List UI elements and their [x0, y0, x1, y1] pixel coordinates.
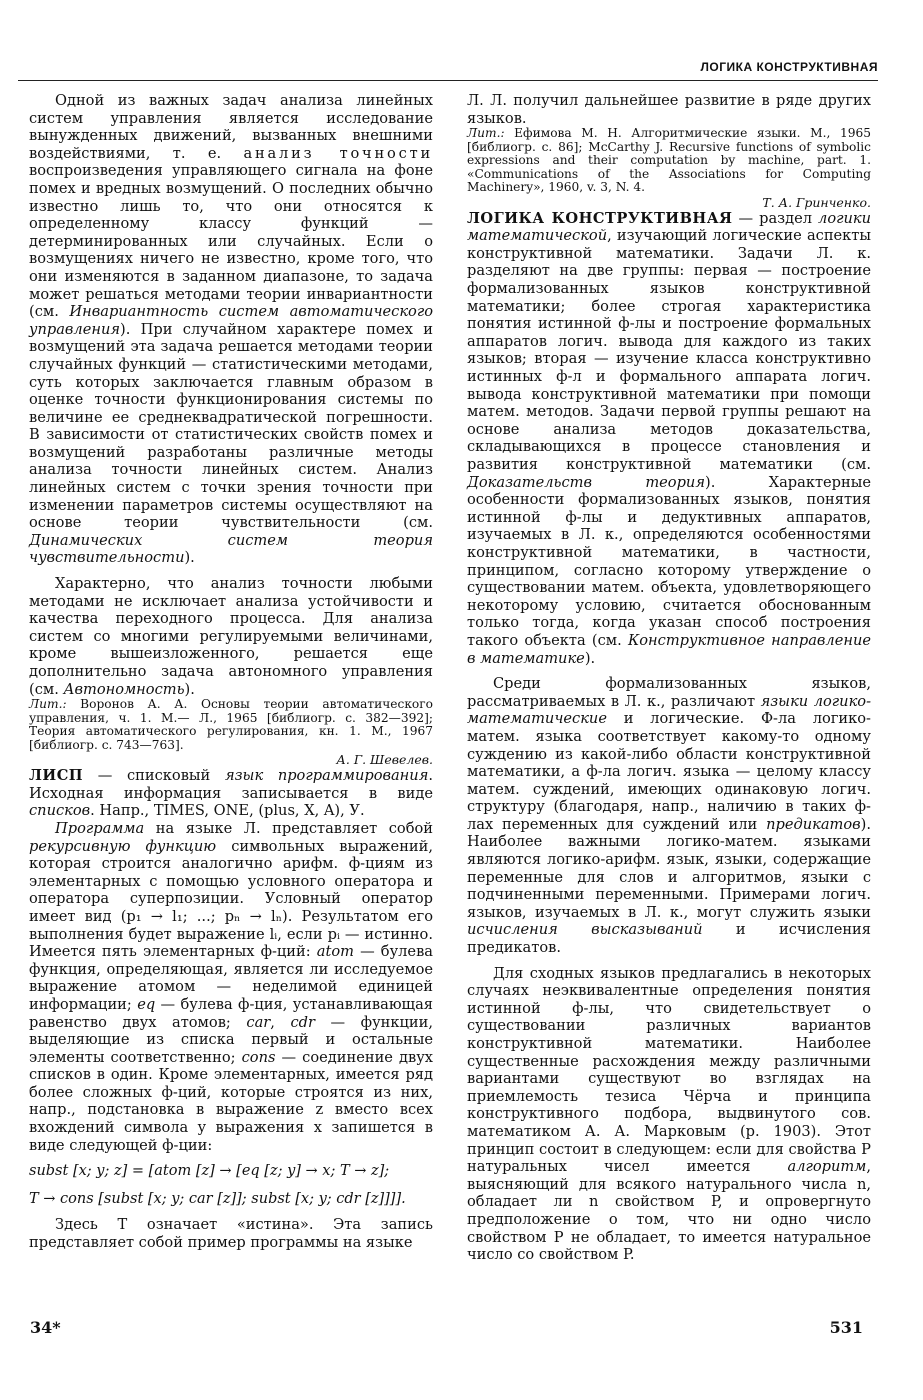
running-title: ЛОГИКА КОНСТРУКТИВНАЯ — [700, 60, 878, 74]
signature-mark: 34* — [30, 1318, 61, 1337]
paragraph-accuracy-analysis: Одной из важных задач анализа линейных систем управления является исследование вынужденных движений, вызванных внешними воздействиями, т. е. анализ точности воспроизведения управляющего сигнала на фоне помех и вредных возмущений. О последних обычно известно лишь то, что они относятся к определенному классу функций — детерминированных или случайных. Если о возмущениях ничего не известно, кроме того, что они изменяются в заданном диапазоне, то задача может решаться методами теории инвариантности (см. Инвариантность систем автоматического управления). При случайном характере помех и возмущений эта задача решается методами теории случайных функций — статистическими методами, суть которых заключается главным образом в оценке точности функционирования системы по величине ее среднеквадратической погрешности. В зависимости от статистических свойств помех и возмущений разработаны различные методы анализа точности линейных систем. Анализ линейных систем с точки зрения точности при изменении параметров системы осуществляют на основе теории чувствительности (см. Динамических систем теория чувствительности). — [29, 92, 433, 567]
paragraph-markov-principle: Для сходных языков предлагались в некоторых случаях неэквивалентные определения понятия истинной ф-лы, что свидетельствует о существовании различных вариантов конструктивной математики. Наиболее существенные расхождения между различными вариантами существуют во взглядах на приемлемость тезиса Чёрча и принципа конструктивного подбора, выдвинутого сов. математиком А. А. Марковым (р. 1903). Этот принцип состоит в следующем: если для свойства P натуральных чисел имеется алгоритм, выясняющий для всякого натурального числа n, обладает ли n свойством P, и опровергнуто предположение о том, что ни одно число свойством P не обладает, то имеется натуральное число со свойством P. — [467, 964, 871, 1264]
literature-list: Лит.: Воронов А. А. Основы теории автоматического управления, ч. 1. М.— Л., 1965 [библиогр. с. 382—392]; Теория автоматического регулирования, кн. 1. М., 1967 [библиогр. с. 743—763]. — [29, 697, 433, 752]
paragraph-formal-languages: Среди формализованных языков, рассматриваемых в Л. к., различают языки логико-математические и логические. Ф-ла логико-матем. языка соответствует какому-то одному суждению из какой-либо области конструктивной математики, а ф-ла логич. языка — целому классу матем. суждений, имеющих одинаковую логич. структуру (благодаря, напр., наличию в таких ф-лах переменных для суждений или предикатов). Наиболее важными логико-матем. языками являются логико-арифм. язык, языки, содержащие переменные для слов и алгоритмов, языки с подчиненными переменными. Примерами логич. языков, изучаемых в Л. к., могут служить языки исчисления высказываний и исчисления предикатов. — [467, 675, 872, 957]
paragraph-lisp-program: Программа на языке Л. представляет собой рекурсивную функцию символьных выражений, которая строится аналогично арифм. ф-циям из элементарных с помощью условного оператора и оператора суперпозиции. Условный оператор имеет вид (p₁ → l₁; ...; pₙ → lₙ). Результатом его выполнения будет выражение lᵢ, если pᵢ — истинно. Имеется пять элементарных ф-ций: atom — булева функция, определяющая, является ли исследуемое выражение атомом — неделимой единицей информации; eq — булева ф-ция, устанавливающая равенство двух атомов; car, cdr — функции, выделяющие из списка первый и остальные элементы соответственно; cons — соединение двух списков в один. Кроме элементарных, имеется ряд более сложных ф-ций, которые строятся из них, напр., подстановка в выражение z вместо всех вхождений символа y выражения x запишется в виде следующей ф-ции: — [29, 819, 434, 1154]
entry-lisp: ЛИСП — списковый язык программирования. Исходная информация записывается в виде списков. Напр., TIMES, ONE, (plus, X, A), У. — [29, 767, 434, 820]
paragraph-lisp-continued: Л. Л. получил дальнейшее развитие в ряде других языков. — [467, 92, 871, 127]
entry-heading: ЛИСП — [29, 767, 84, 785]
cross-ref: Автономность — [63, 680, 185, 698]
paragraph-truth: Здесь T означает «истина». Эта запись представляет собой пример программы на языке — [29, 1216, 433, 1251]
literature-list: Лит.: Ефимова М. Н. Алгоритмические языки. М., 1965 [библиогр. с. 86]; McCarthy J. Recursive functions of symbolic expressions and their computation by machine, part. 1. «Communications of the Associations for Computing Machinery», 1960, v. 3, N. 4. — [467, 126, 871, 195]
cross-ref: Динамических систем теория чувствительности — [29, 531, 433, 567]
entry-constructive-logic: ЛОГИКА КОНСТРУКТИВНАЯ — раздел логики математической, изучающий логические аспекты конструктивной математики. Задачи Л. к. разделяют на две группы: первая — построение формализованных языков конструктивной математики; более строгая характеристика понятия истинной ф-лы и построение формальных аппаратов логич. вывода для каждого из таких языков; вторая — изучение класса конструктивно истинных ф-л и формального аппарата логич. вывода конструктивной математики при помощи матем. методов. Задачи первой группы решают на основе анализа методов доказательства, складывающихся в процессе становления и развития конструктивной математики (см. Доказательств теория). Характерные особенности формализованных языков, понятия истинной ф-лы и дедуктивных аппаратов, изучаемых в Л. к., определяются особенностями конструктивной математики, в частности, принципом, согласно которому утверждение о существовании матем. объекта, удовлетворяющего некоторому условию, считается обоснованным только тогда, когда указан способ построения такого объекта (см. Конструктивное направление в математике). — [467, 209, 871, 667]
header-rule — [18, 80, 878, 81]
article-author: Т. А. Гринченко. — [762, 194, 871, 210]
paragraph-stability: Характерно, что анализ точности любыми методами не исключает анализа устойчивости и качества переходного процесса. Для анализа систем со многими регулируемыми величинами, кроме вышеизложенного, решается еще дополнительно задача автономного управления (см. Автономность). — [29, 575, 433, 698]
entry-heading: ЛОГИКА КОНСТРУКТИВНАЯ — [467, 209, 733, 227]
article-author: А. Г. Шевелев. — [336, 752, 433, 768]
cross-ref: Инвариантность систем автоматического управления — [29, 303, 433, 338]
right-column — [467, 92, 871, 1264]
left-column — [29, 92, 433, 1251]
formula-subst-line1: subst [x; y; z] = [atom [z] → [eq [z; y] → x; T → z]; — [29, 1163, 390, 1180]
formula-subst-line2: T → cons [subst [x; y; car [z]]; subst [x; y; cdr [z]]]]. — [29, 1191, 406, 1208]
page-number: 531 — [829, 1318, 863, 1337]
